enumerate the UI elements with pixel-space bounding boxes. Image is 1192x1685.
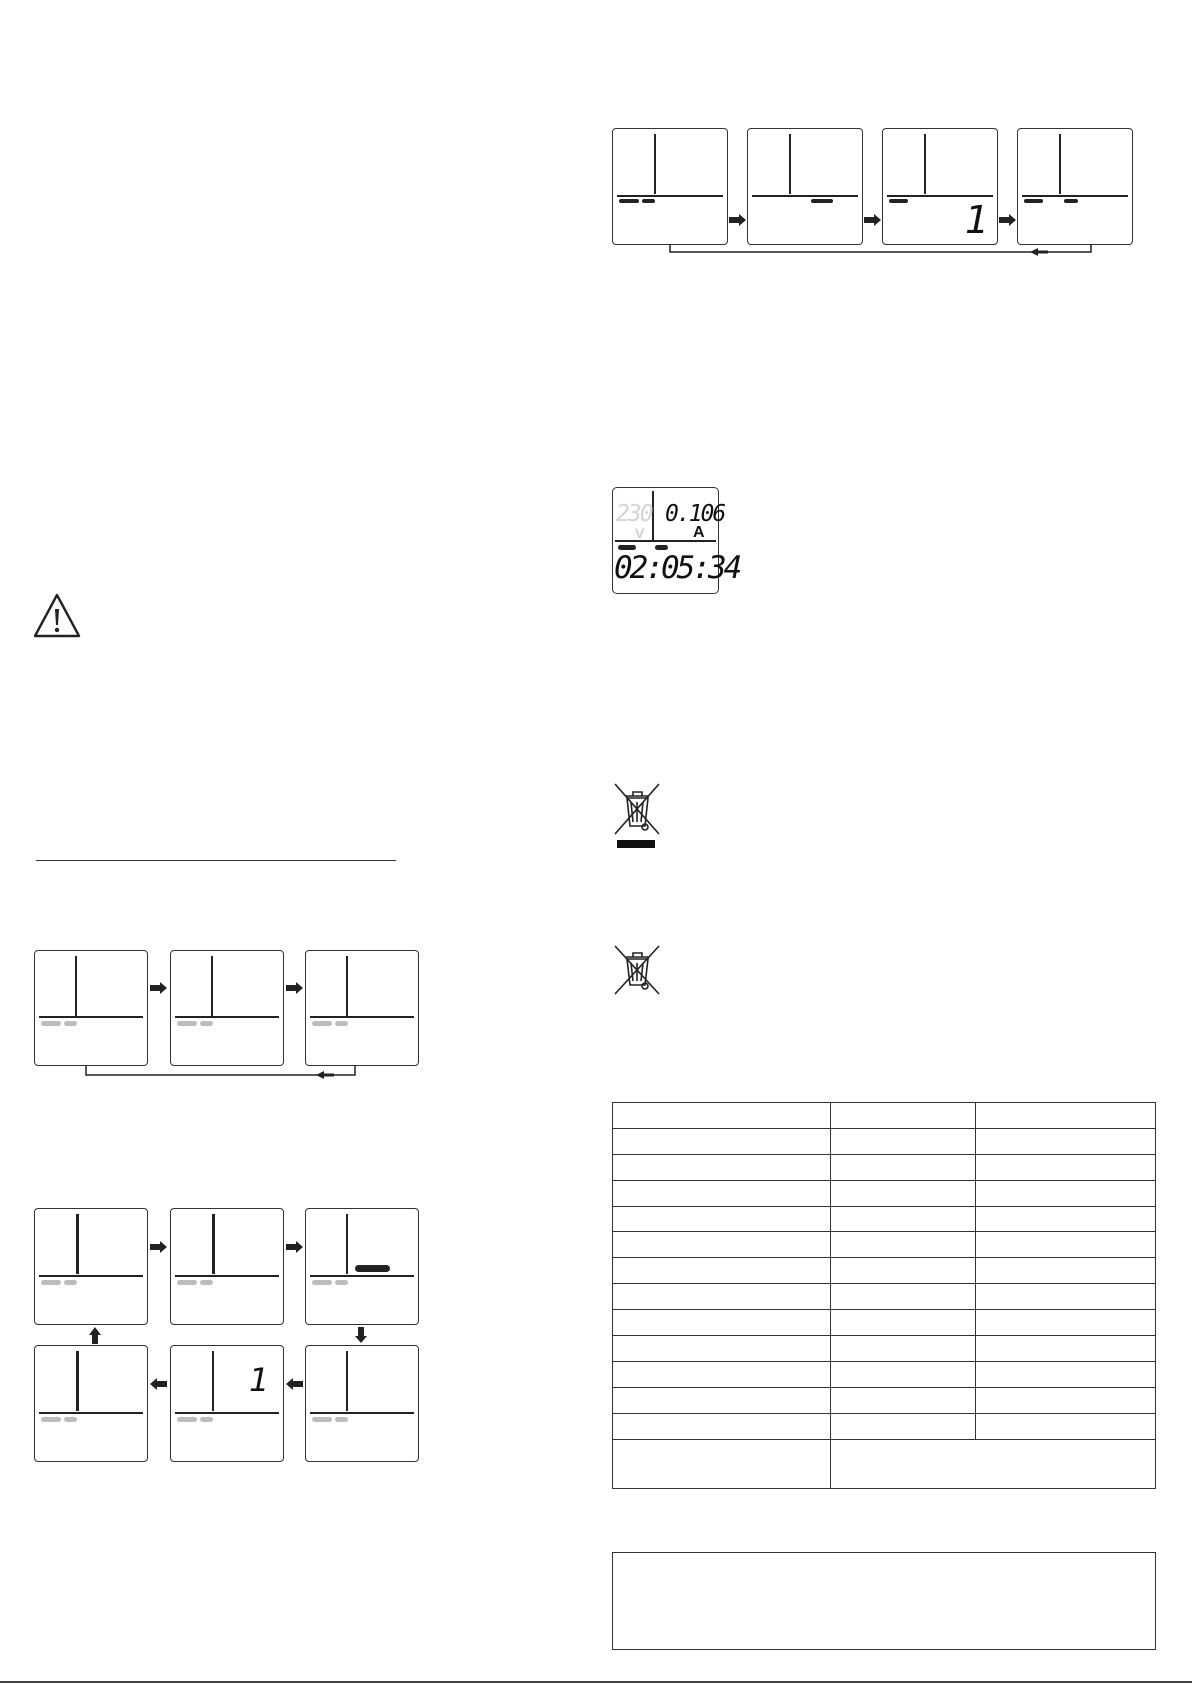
lcd-screen-4 xyxy=(1017,128,1133,245)
warning-triangle-icon xyxy=(32,592,82,640)
lcd-screen-b2 xyxy=(170,1208,284,1325)
table-row xyxy=(613,1258,1156,1284)
arrow-left-icon xyxy=(150,1378,168,1390)
arrow-left-icon xyxy=(286,1378,304,1390)
crossed-out-wheelie-bin-icon xyxy=(613,945,661,995)
arrow-right-icon xyxy=(150,1241,168,1253)
lcd-screen-b3 xyxy=(305,1208,419,1325)
lcd-screen-1 xyxy=(612,128,728,245)
crossed-out-wheelie-bin-with-bar-icon xyxy=(613,782,661,848)
arrow-up-icon xyxy=(89,1327,101,1344)
specifications-table xyxy=(612,1102,1156,1489)
time-value: 02:05:34 xyxy=(614,550,740,586)
current-value: 0.106 xyxy=(665,501,725,527)
table-row xyxy=(613,1387,1156,1413)
table-row xyxy=(613,1232,1156,1258)
table-row xyxy=(613,1128,1156,1154)
table-row xyxy=(613,1154,1156,1180)
voltage-value: 230 xyxy=(616,501,652,527)
table-row xyxy=(613,1284,1156,1310)
digit-one: 1 xyxy=(965,198,990,242)
notice-box xyxy=(612,1552,1156,1650)
voltage-unit: V xyxy=(635,525,645,541)
lcd-screen-b1 xyxy=(34,1208,148,1325)
lcd-screen-2 xyxy=(747,128,863,245)
footer-rule xyxy=(0,1681,1192,1683)
lcd-screen-b6 xyxy=(305,1345,419,1462)
lcd-screen-a1 xyxy=(34,950,148,1066)
table-row xyxy=(613,1180,1156,1206)
lcd-screen-b5 xyxy=(170,1345,284,1462)
arrow-right-icon xyxy=(150,982,168,994)
table-row xyxy=(613,1206,1156,1232)
section-heading-underline xyxy=(36,860,396,861)
arrow-right-icon xyxy=(729,214,747,226)
table-row xyxy=(613,1413,1156,1439)
table-row xyxy=(613,1103,1156,1129)
arrow-down-icon xyxy=(355,1327,367,1344)
arrow-right-icon xyxy=(286,1241,304,1253)
arrow-right-icon xyxy=(286,982,304,994)
table-row xyxy=(613,1361,1156,1387)
arrow-right-icon xyxy=(999,214,1017,226)
return-loop-arrow-icon xyxy=(84,1066,358,1080)
current-unit: A xyxy=(693,524,705,541)
table-row-tall xyxy=(613,1439,1156,1488)
lcd-screen-a2 xyxy=(170,950,284,1066)
lcd-screen-a3 xyxy=(305,950,419,1066)
lcd-readout-display xyxy=(612,487,740,594)
lcd-screen-3 xyxy=(882,128,998,245)
return-loop-arrow-icon xyxy=(668,244,1094,256)
table-row xyxy=(613,1336,1156,1362)
lcd-screen-b4 xyxy=(34,1345,148,1462)
arrow-right-icon xyxy=(864,214,882,226)
table-row xyxy=(613,1310,1156,1336)
digit-one: 1 xyxy=(249,1361,270,1399)
